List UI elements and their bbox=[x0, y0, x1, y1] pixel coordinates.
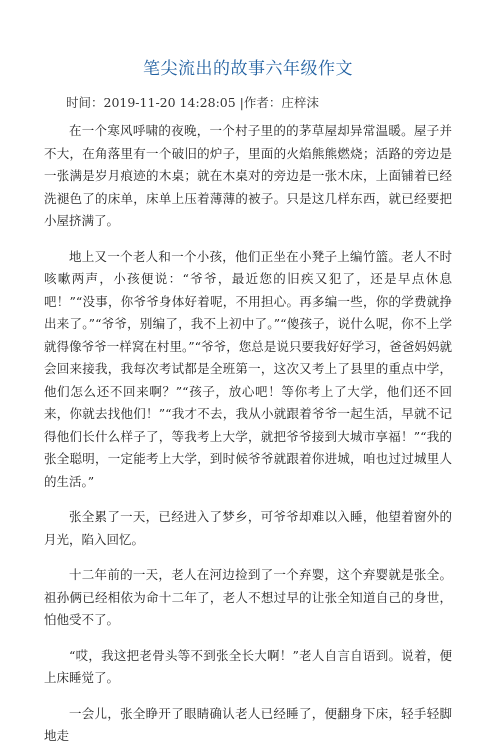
article-paragraph: 在一个寒风呼啸的夜晚，一个村子里的的茅草屋却异常温暖。屋子并不大，在角落里有一个破旧的炉子，里面的火焰熊熊燃烧；活路的旁边是一张满是岁月痕迹的木桌；就在木桌对的旁边是一张木床，上面铺着已经洗褪色了的床单，床单上压着薄薄的被子。只是这几样东西，就已经要把小屋挤满了。 bbox=[44, 123, 452, 228]
article-meta: 时间：2019-11-20 14:28:05 |作者：庄梓沫 bbox=[66, 95, 319, 110]
article-paragraph: 张全累了一天，已经进入了梦乡，可爷爷却难以入睡，他望着窗外的月光，陷入回忆。 bbox=[44, 509, 452, 547]
article-paragraph: 十二年前的一天，老人在河边捡到了一个弃婴，这个弃婴就是张全。祖孙俩已经相依为命十二年了，老人不想过早的让张全知道自己的身世，怕他受不了。 bbox=[44, 567, 452, 627]
article-paragraph: 地上又一个老人和一个小孩，他们正坐在小凳子上编竹篮。老人不时咳嗽两声，小孩便说：“爷爷，最近您的旧疾又犯了，还是早点休息吧！”“没事，你爷爷身体好着呢，不用担心。再多编一些，你的学费就挣出来了。”“爷爷，别编了，我不上初中了。”“傻孩子，说什么呢，你不上学就得像爷爷一样窝在村里。”“爷爷，您总是说只要我好好学习，爸爸妈妈就会回来接我，我每次考试都是全班第一，这次又考上了县里的重点中学，他们怎么还不回来啊？”“孩子，放心吧！等你考上了大学，他们还不回来，你就去找他们！”“我才不去，我从小就跟着爷爷一起生活，早就不记得他们长什么样子了，等我考上大学，就把爷爷接到大城市享福！”“我的张全聪明，一定能考上大学，到时候爷爷就跟着你进城，咱也过过城里人的生活。” bbox=[44, 248, 452, 489]
article-paragraph: “哎，我这把老骨头等不到张全长大啊！”老人自言自语到。说着，便上床睡觉了。 bbox=[44, 647, 452, 685]
article-paragraph: 一会儿，张全睁开了眼睛确认老人已经睡了，便翻身下床，轻手轻脚地走 bbox=[44, 705, 452, 743]
article-title: 笔尖流出的故事六年级作文 bbox=[143, 59, 353, 79]
